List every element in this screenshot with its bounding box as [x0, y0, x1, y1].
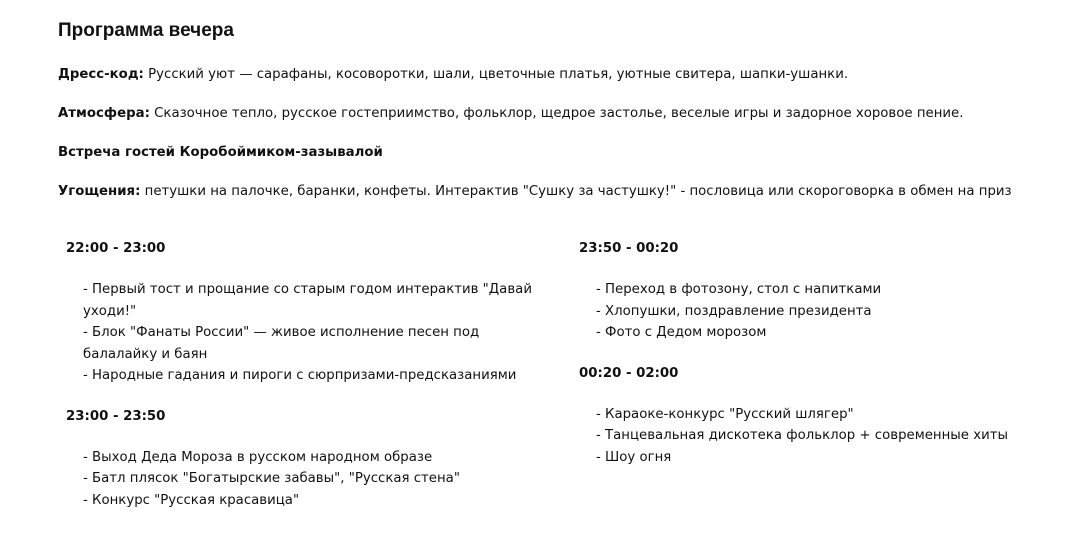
schedule-right-column — [579, 240, 1039, 489]
program-list — [66, 279, 536, 387]
atmosphere-label: Атмосфера: — [58, 106, 150, 121]
treats-label: Угощения: — [58, 184, 141, 199]
time-slot-heading: 22:00 - 23:00 — [66, 241, 166, 256]
list-item: - Выход Деда Мороза в русском народном образе — [83, 449, 433, 465]
treats-text: петушки на палочке, баранки, конфеты. Интерактив "Сушку за частушку!" - пословица или скороговорка в обмен на приз — [140, 184, 1012, 199]
program-list — [579, 279, 1039, 344]
list-item: - Народные гадания и пироги с сюрпризами-предсказаниями — [83, 368, 517, 383]
program-list — [579, 404, 1039, 469]
treats-line — [58, 183, 1012, 201]
atmosphere-line — [58, 105, 963, 123]
program-list — [66, 447, 536, 512]
list-item: - Батл плясок "Богатырские забавы", "Русская стена" — [83, 471, 460, 486]
schedule-left-column — [66, 240, 536, 532]
list-item: - Караоке-конкурс "Русский шлягер" — [596, 406, 854, 422]
time-slot-heading: 23:00 - 23:50 — [66, 408, 166, 424]
time-slot-heading: 00:20 - 02:00 — [579, 365, 679, 381]
list-item: - Блок "Фанаты России" — живое исполнение песен под балалайку и баян — [83, 325, 480, 362]
list-item: - Переход в фотозону, стол с напитками — [596, 282, 882, 297]
atmosphere-text: Сказочное тепло, русское гостеприимство, фольклор, щедрое застолье, веселые игры и задорное хоровое пение. — [149, 106, 964, 121]
page-title: Программа вечера — [58, 20, 234, 41]
greeting-line: Встреча гостей Коробоймиком-зазывалой — [58, 145, 383, 160]
schedule-block — [66, 408, 536, 512]
dress-code-text: Русский уют — сарафаны, косоворотки, шали, цветочные платья, уютные свитера, шапки-ушанки. — [143, 67, 849, 82]
time-slot-heading: 23:50 - 00:20 — [579, 241, 679, 256]
schedule-block — [579, 365, 1039, 469]
schedule-block — [66, 240, 536, 387]
list-item: - Шоу огня — [596, 449, 672, 465]
list-item: - Первый тост и прощание со старым годом интерактив "Давай уходи!" — [83, 282, 532, 319]
dress-code-line — [58, 66, 848, 84]
list-item: - Хлопушки, поздравление президента — [596, 303, 872, 319]
list-item: - Конкурс "Русская красавица" — [83, 492, 300, 508]
dress-code-label: Дресс-код: — [58, 67, 144, 82]
schedule-block — [579, 240, 1039, 344]
list-item: - Танцевальная дискотека фольклор + современные хиты — [596, 428, 1008, 443]
list-item: - Фото с Дедом морозом — [596, 325, 767, 340]
